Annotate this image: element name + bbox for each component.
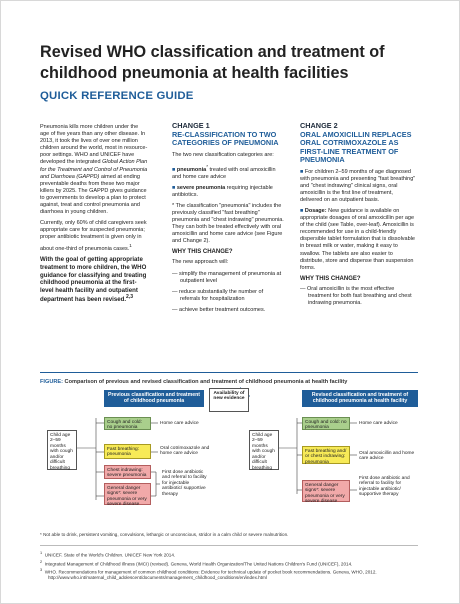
page-title: Revised WHO classification and treatment of childhood pneumonia at health facilities xyxy=(40,43,385,82)
intro-p2-sup: 1 xyxy=(129,242,132,248)
change-1-note: * The classification "pneumonia" includes the previously classified "fast breathing" pneumonia and "chest indrawing" pneumonia. They can both be treated effectively with oral amoxicillin and home care advice (see Figure and Change 2). xyxy=(172,202,284,245)
change-1-dash-2-text: reduce substantially the number of referrals for hospitalization xyxy=(179,288,264,302)
left-class-no-pneumonia: Cough and cold: no pneumonia xyxy=(104,417,151,430)
reference-item xyxy=(40,568,430,581)
reference-item xyxy=(40,560,430,567)
left-class-fast-breathing: Fast breathing: pneumonia xyxy=(104,444,151,459)
reference-text: Integrated Management of Childhood Illness (IMCI) (revised). Geneva, World Health Organization/The United Nations Children's Fund (UNICEF), 2014. xyxy=(44,561,353,567)
change-1-dash-1: — simplify the management of pneumonia at outpatient level xyxy=(172,270,282,284)
bullet-square-icon: ■ xyxy=(300,168,304,175)
reference-text: WHO. Recommendations for management of common childhood conditions: Evidence for technical update of pocket book recommendations. Geneva, WHO, 2012. http://www.who.int/maternal_child_adolescent/documents/management_childhood_conditions/en/index.html xyxy=(44,569,377,581)
evidence-box: Availability of new evidence xyxy=(209,388,249,412)
right-class-danger-signs: General danger signs*: severe pneumonia or very severe disease xyxy=(302,480,350,502)
change-1-heading: RE-CLASSIFICATION TO TWO CATEGORIES OF PNEUMONIA xyxy=(172,129,279,147)
change-2-dash-1-text: Oral amoxicillin is the most effective treatment for both fast breathing and chest indrawing pneumonia. xyxy=(307,285,412,307)
change-1-why-lead: The new approach will: xyxy=(172,259,229,266)
change-1-why-heading: WHY THIS CHANGE? xyxy=(172,249,233,256)
change-1-dash-2: — reduce substantially the number of referrals for hospitalization xyxy=(172,288,264,302)
change-2-number: CHANGE 2 xyxy=(300,121,338,130)
figure-caption-text: Comparison of previous and revised classification and treatment of childhood pneumonia at health facility xyxy=(63,379,348,385)
change-2-p2-bold: Dosage: xyxy=(304,207,327,214)
reference-number: 3 xyxy=(40,568,43,573)
left-tx-referral: First dose antibiotic and referral to facility for injectable antibiotic/ supportive therapy xyxy=(162,469,207,497)
change-2-p2-text: New guidance is available on appropriate dosages of oral amoxicillin per age of the child (see Table, over-leaf). Amoxicillin is recommended for use in a child-friendly dispersible tablet formulation that is dissolvable in breast milk or water, making it easy to swallow. The tablets are also easier to distribute, store and dispense than suspension forms. xyxy=(300,207,415,271)
page-subtitle: QUICK REFERENCE GUIDE xyxy=(40,90,194,102)
left-tx-cotrimoxazole: Oral cotrimoxazole and home care advice xyxy=(160,445,210,456)
change-1-item-1-bold: pneumonia xyxy=(176,166,207,173)
reference-text: UNICEF. State of the World's Children. UNICEF New York 2014. xyxy=(44,552,176,558)
change-2-heading: ORAL AMOXICILLIN REPLACES ORAL COTRIMOXAZOLE AS FIRST-LINE TREATMENT OF PNEUMONIA xyxy=(300,129,412,164)
left-class-danger-signs: General danger signs*: severe pneumonia or very severe disease xyxy=(104,483,151,505)
reference-number: 1 xyxy=(40,551,43,555)
right-tx-referral: First dose antibiotic and referral to facility for injectable antibiotic/ supportive therapy xyxy=(359,475,410,497)
right-input-box: Child age 2–59 months with cough and/or difficult breathing xyxy=(249,430,279,470)
left-tx-home-care: Home care advice xyxy=(160,420,199,426)
bullet-square-icon: ■ xyxy=(172,166,176,173)
right-class-pneumonia: Fast breathing and/ or chest indrawing: pneumonia xyxy=(302,446,350,464)
previous-header: Previous classification and treatment of childhood pneumonia xyxy=(104,390,204,407)
references-rule xyxy=(40,545,418,546)
change-2-dash-1: — Oral amoxicillin is the most effective treatment for both fast breathing and chest indrawing pneumonia. xyxy=(300,285,412,307)
change-1-number: CHANGE 1 xyxy=(172,121,210,130)
right-class-no-pneumonia: Cough and cold: no pneumonia xyxy=(302,417,350,430)
figure-label: FIGURE: xyxy=(40,379,63,385)
left-class-chest-indrawing: Chest indrawing: severe pneumonia xyxy=(104,465,151,479)
intro-p1-italic: Global Action Plan for the Treatment and Control of Pneumonia and Diarrhoea (GAPPD) xyxy=(40,159,148,180)
intro-p3-text: With the goal of getting appropriate treatment to more children, the WHO guidance for classifying and treating childhood pneumonia at the first-level health facility and outpatient department has been revised. xyxy=(40,256,147,304)
change-1-dash-3-text: achieve better treatment outcomes. xyxy=(179,306,266,313)
bullet-square-icon: ■ xyxy=(300,207,304,214)
bullet-square-icon: ■ xyxy=(172,184,176,191)
reference-item xyxy=(40,551,430,558)
change-1-lead: The two new classification categories are: xyxy=(172,151,274,158)
intro-p2-text: Currently, only 60% of child caregivers seek appropriate care for suspected pneumonia; proper antibiotic treatment is given only in about one-third of pneumonia cases. xyxy=(40,220,147,252)
change-1-item-1-rest: treated with oral amoxicillin and home care advice xyxy=(172,166,276,180)
right-tx-home-care: Home care advice xyxy=(359,420,398,426)
change-1-dash-1-text: simplify the management of pneumonia at outpatient level xyxy=(179,270,282,284)
references-list xyxy=(40,551,430,582)
revised-header: Revised classification and treatment of childhood pneumonia at health facility xyxy=(302,390,418,407)
change-1-dash-3: — achieve better treatment outcomes. xyxy=(172,306,266,313)
figure-footnote: * Not able to drink, persistent vomiting, convulsions, lethargic or unconscious, stridor in a calm child or severe malnutrition. xyxy=(40,532,289,537)
change-1-item-2-bold: severe pneumonia xyxy=(176,184,226,191)
right-tx-amoxicillin: Oral amoxicillin and home care advice xyxy=(359,450,415,461)
change-2-p1-text: For children 2–59 months of age diagnosed with pneumonia and presenting "fast breathing" and "chest indrawing" clinical signs, oral amoxicillin is the first line of treatment, delivered on an outpatient basis. xyxy=(300,168,416,203)
intro-p3-sup: 2,3 xyxy=(126,294,134,301)
change-2-why-heading: WHY THIS CHANGE? xyxy=(300,275,361,282)
reference-number: 2 xyxy=(40,559,43,564)
change-1-item-2-rest: requiring injectable antibiotics. xyxy=(172,184,273,198)
intro-p1-text-b: aimed at ending preventable deaths from these two major killers by 2025. The GAPPD gives guidance to governments to develop a plan to protect against, treat and control pneumonia and diarrhoea in young children. xyxy=(40,173,147,216)
left-input-box: Child age 2–59 months with cough and/or difficult breathing xyxy=(47,430,77,470)
change-1-item-1-sup: * xyxy=(206,163,208,169)
intro-p1-text-a: Pneumonia kills more children under the age of five years than any other disease. In 2013, it took the lives of over one million children around the world, most in resource-poor settings. WHO and UNICEF have developed the integrated xyxy=(40,124,148,166)
